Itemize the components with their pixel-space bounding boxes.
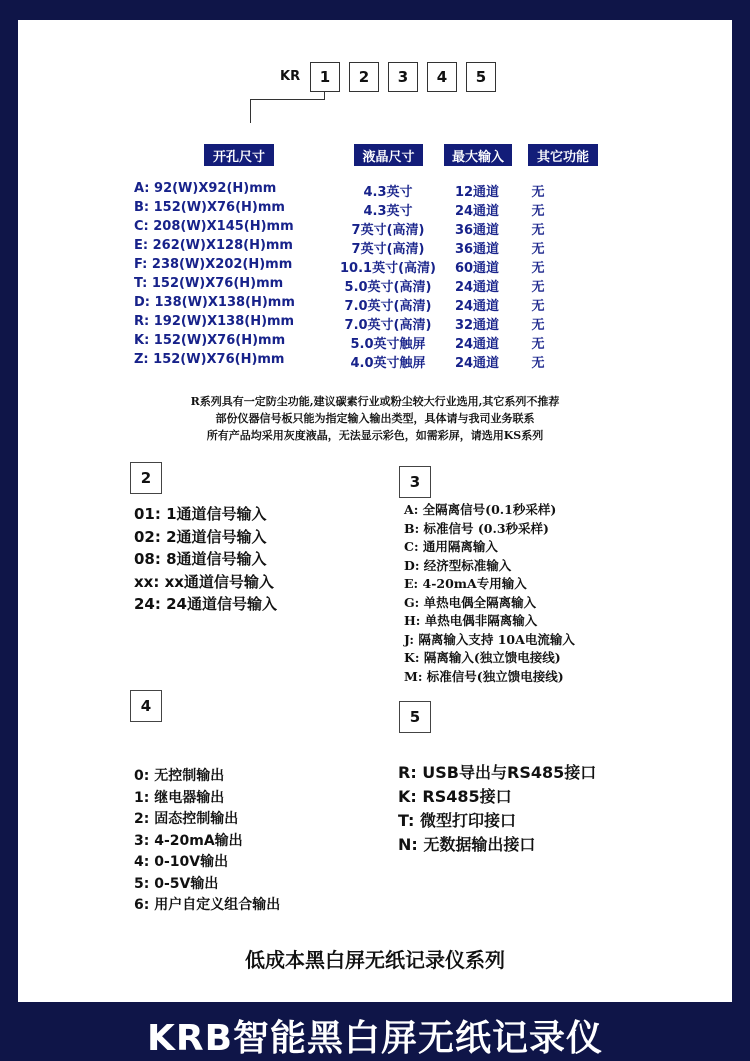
connector-line — [250, 99, 251, 123]
list-item: G: 单热电偶全隔离输入 — [404, 594, 537, 610]
model-digit-3: 3 — [388, 62, 418, 92]
list-item: E: 4-20mA专用输入 — [404, 576, 527, 591]
list-item: 3: 4-20mA输出 — [134, 832, 243, 849]
cell-cutout: D: 138(W)X138(H)mm — [134, 295, 295, 310]
cell-cutout: C: 208(W)X145(H)mm — [134, 219, 294, 234]
list-item: 6: 用户自定义组合输出 — [134, 897, 281, 913]
cell-lcd: 7英寸(高清) — [351, 223, 425, 238]
list-item: xx: xx通道信号输入 — [134, 572, 274, 591]
list-item: B: 标准信号 (0.3秒采样) — [404, 520, 549, 536]
list-item: 24: 24通道信号输入 — [134, 595, 277, 613]
model-digit-1: 1 — [310, 62, 340, 92]
cell-cutout: Z: 152(W)X76(H)mm — [134, 352, 285, 367]
list-item: 08: 8通道信号输入 — [134, 550, 267, 568]
header-cutout: 开孔尺寸 — [204, 144, 274, 166]
cell-lcd: 4.3英寸 — [363, 185, 413, 200]
list-item: 1: 继电器输出 — [134, 789, 225, 806]
section-5-label: 5 — [399, 701, 431, 733]
cell-lcd: 5.0英寸(高清) — [344, 280, 432, 295]
cell-max-input: 24通道 — [454, 337, 500, 352]
cell-lcd: 7.0英寸(高清) — [344, 299, 432, 314]
list-item: J: 隔离输入支持 10A电流输入 — [404, 631, 575, 647]
cell-max-input: 24通道 — [454, 299, 500, 314]
cell-other: 无 — [531, 204, 545, 219]
note-line: 所有产品均采用灰度液晶，无法显示彩色，如需彩屏，请选用KS系列 — [206, 429, 544, 442]
cell-other: 无 — [531, 318, 545, 333]
cell-cutout: K: 152(W)X76(H)mm — [134, 333, 286, 348]
list-item: K: RS485接口 — [398, 787, 512, 806]
list-item: D: 经济型标准输入 — [404, 557, 512, 573]
list-item: T: 微型打印接口 — [398, 811, 517, 830]
section-3-label: 3 — [399, 466, 431, 498]
cell-max-input: 24通道 — [454, 280, 500, 295]
cell-lcd: 4.3英寸 — [363, 204, 413, 219]
model-digit-5: 5 — [466, 62, 496, 92]
cell-lcd: 10.1英寸(高清) — [340, 261, 436, 276]
list-item: 2: 固态控制输出 — [134, 811, 239, 827]
list-item: N: 无数据输出接口 — [398, 835, 536, 854]
cell-lcd: 7英寸(高清) — [351, 242, 425, 257]
list-item: K: 隔离输入(独立馈电接线) — [404, 650, 561, 665]
series-title: 低成本黑白屏无纸记录仪系列 — [245, 948, 505, 972]
list-item: 0: 无控制输出 — [134, 768, 225, 784]
cell-lcd: 4.0英寸触屏 — [350, 356, 426, 371]
cell-cutout: B: 152(W)X76(H)mm — [134, 200, 285, 215]
cell-cutout: T: 152(W)X76(H)mm — [134, 276, 284, 291]
cell-other: 无 — [531, 242, 545, 257]
cell-other: 无 — [531, 261, 545, 276]
note-line: R系列具有一定防尘功能,建议碳素行业或粉尘较大行业选用,其它系列不推荐 — [190, 395, 560, 408]
model-digit-2: 2 — [349, 62, 379, 92]
list-item: 5: 0-5V输出 — [134, 875, 219, 892]
cell-max-input: 60通道 — [454, 261, 500, 276]
list-item: R: USB导出与RS485接口 — [398, 763, 597, 782]
list-item: H: 单热电偶非隔离输入 — [404, 613, 538, 628]
cell-max-input: 24通道 — [454, 356, 500, 371]
cell-cutout: F: 238(W)X202(H)mm — [134, 257, 293, 272]
cell-other: 无 — [531, 223, 545, 238]
banner-title: KRB智能黑白屏无纸记录仪 — [146, 1018, 604, 1059]
cell-other: 无 — [531, 280, 545, 295]
list-item: A: 全隔离信号(0.1秒采样) — [404, 502, 557, 517]
cell-max-input: 36通道 — [454, 242, 500, 257]
cell-other: 无 — [531, 337, 545, 352]
cell-cutout: A: 92(W)X92(H)mm — [134, 181, 277, 196]
note-line: 部份仪器信号板只能为指定输入输出类型，具体请与我司业务联系 — [215, 412, 535, 425]
connector-line — [250, 99, 325, 100]
content-panel — [18, 20, 732, 1002]
list-item: 4: 0-10V输出 — [134, 854, 229, 870]
cell-max-input: 32通道 — [454, 318, 500, 333]
cell-other: 无 — [531, 185, 545, 200]
section-4-label: 4 — [130, 690, 162, 722]
list-item: C: 通用隔离输入 — [404, 539, 498, 554]
cell-cutout: R: 192(W)X138(H)mm — [134, 314, 295, 329]
cell-max-input: 12通道 — [454, 185, 500, 200]
list-item: 02: 2通道信号输入 — [134, 527, 267, 546]
section-2-label: 2 — [130, 462, 162, 494]
header-lcd: 液晶尺寸 — [354, 144, 423, 166]
cell-other: 无 — [531, 299, 545, 314]
model-prefix: KR — [280, 69, 301, 84]
header-other: 其它功能 — [528, 144, 598, 166]
cell-lcd: 5.0英寸触屏 — [350, 337, 426, 352]
cell-cutout: E: 262(W)X128(H)mm — [134, 238, 293, 253]
list-item: 01: 1通道信号输入 — [134, 505, 267, 523]
cell-other: 无 — [531, 356, 545, 371]
cell-max-input: 36通道 — [454, 223, 500, 238]
model-digit-4: 4 — [427, 62, 457, 92]
cell-lcd: 7.0英寸(高清) — [344, 318, 432, 333]
header-max-input: 最大输入 — [444, 144, 512, 166]
list-item: M: 标准信号(独立馈电接线) — [404, 668, 564, 684]
cell-max-input: 24通道 — [454, 204, 500, 219]
